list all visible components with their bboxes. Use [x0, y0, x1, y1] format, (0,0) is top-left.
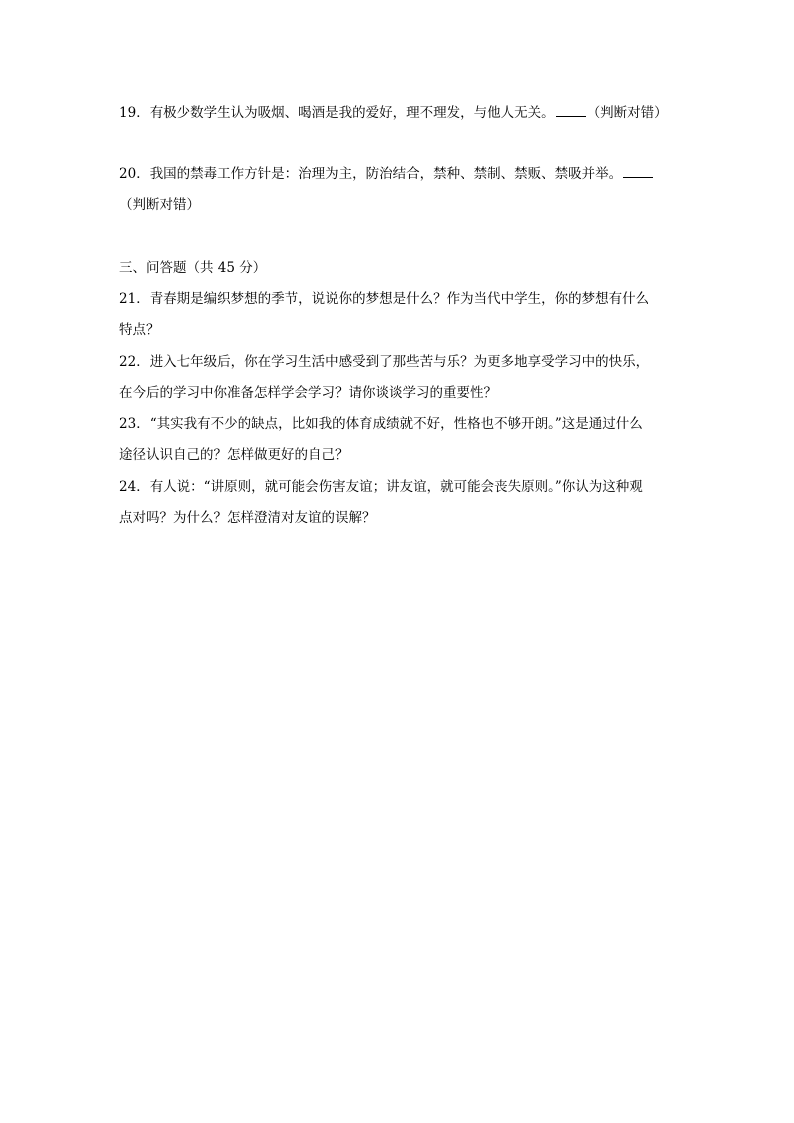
answer-blank[interactable]: [623, 165, 653, 178]
question-number-separator: ．: [136, 354, 150, 370]
question-text: 有极少数学生认为吸烟、喝酒是我的爱好，理不理发，与他人无关。: [149, 105, 555, 121]
question-24-line-2: 点对吗？为什么？怎样澄清对友谊的误解？: [119, 510, 376, 526]
question-number-separator: ．: [136, 416, 150, 432]
question-text: 进入七年级后，你在学习生活中感受到了那些苦与乐？为更多地享受学习中的快乐，: [149, 354, 650, 370]
question-21-line-1: [119, 289, 649, 309]
question-text: “其实我有不少的缺点，比如我的体育成绩就不好，性格也不够开朗。”这是通过什么: [149, 416, 643, 432]
question-19: [119, 103, 668, 123]
question-number: 19: [119, 105, 137, 121]
question-22-line-2: 在今后的学习中你准备怎样学会学习？请你谈谈学习的重要性？: [119, 385, 497, 401]
question-number: 21: [119, 291, 137, 307]
question-number-separator: ．: [136, 105, 150, 121]
question-20: [119, 164, 654, 184]
question-text: 有人说：“讲原则，就可能会伤害友谊；讲友谊，就可能会丧失原则。”你认为这种观: [149, 479, 643, 495]
question-21-line-2: 特点？: [119, 322, 160, 338]
question-23-line-2: 途径认识自己的？怎样做更好的自己？: [119, 447, 349, 463]
section-heading: 三、问答题（共 45 分）: [119, 260, 267, 276]
question-number: 24: [119, 479, 137, 495]
question-text: 青春期是编织梦想的季节，说说你的梦想是什么？作为当代中学生，你的梦想有什么: [149, 291, 650, 307]
question-number: 22: [119, 354, 137, 370]
question-number-separator: ．: [136, 479, 150, 495]
question-number-separator: ．: [136, 291, 150, 307]
question-24-line-1: [119, 477, 643, 497]
question-number-separator: ．: [136, 166, 150, 182]
question-23-line-1: [119, 414, 643, 434]
question-text: 我国的禁毒工作方针是：治理为主，防治结合，禁种、禁制、禁贩、禁吸并举。: [149, 166, 623, 182]
question-number: 20: [119, 166, 137, 182]
question-suffix: （判断对错）: [119, 197, 200, 213]
question-20-continuation: [119, 195, 200, 215]
question-suffix: （判断对错）: [586, 105, 668, 121]
question-number: 23: [119, 416, 137, 432]
answer-blank[interactable]: [556, 104, 586, 117]
question-22-line-1: [119, 352, 649, 372]
